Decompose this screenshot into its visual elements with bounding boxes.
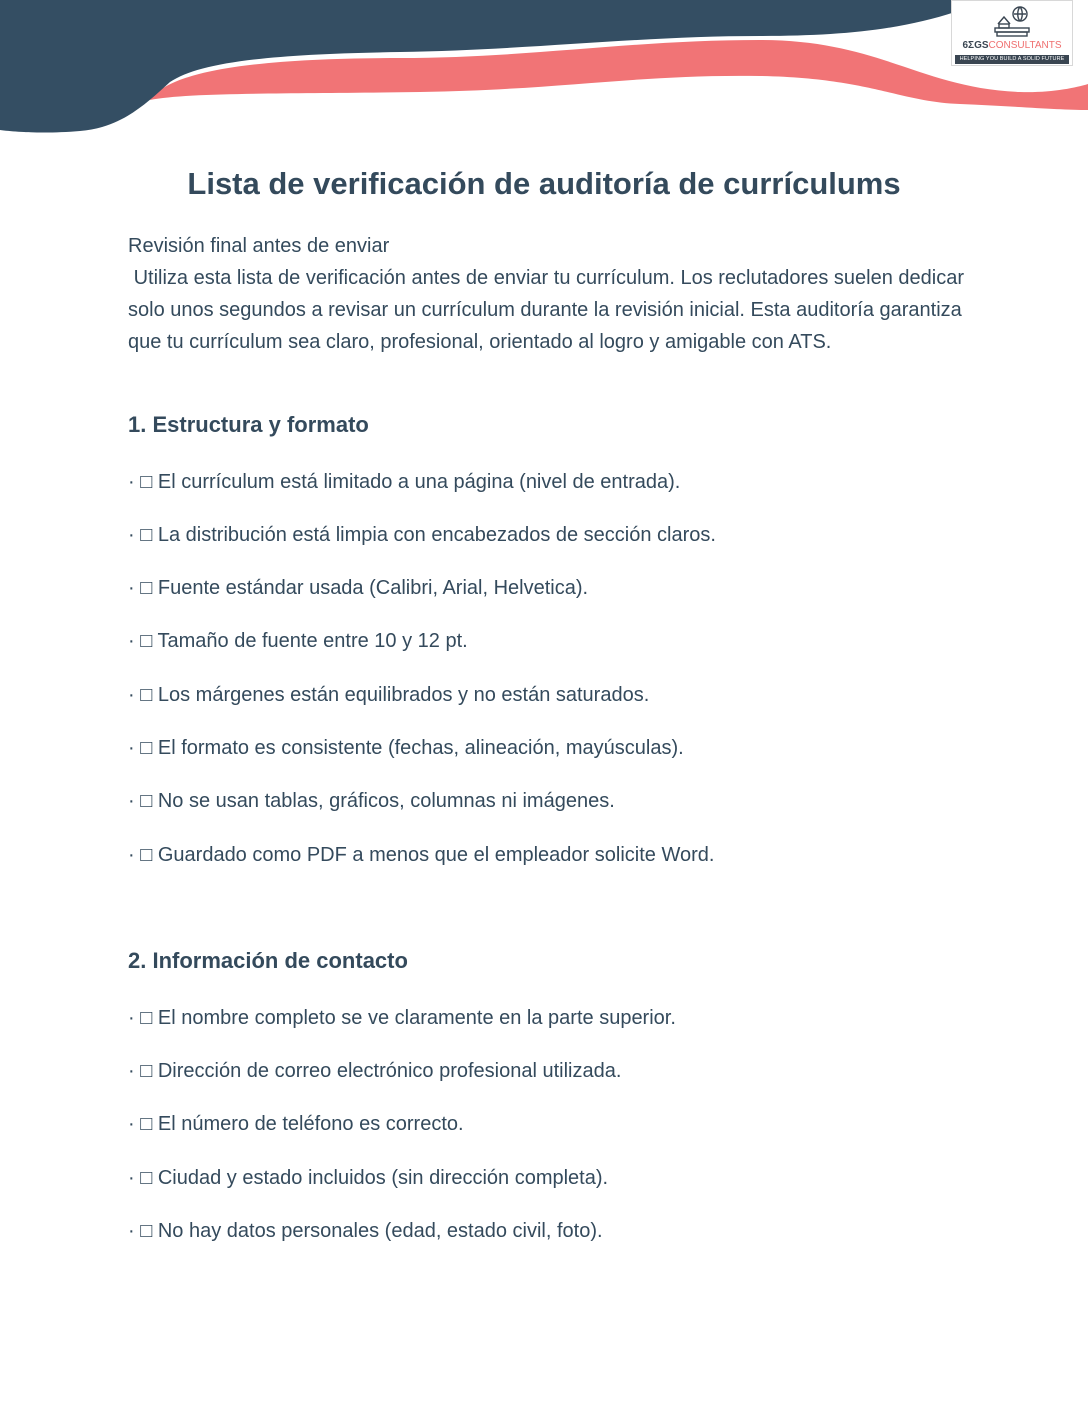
checklist-item: · □ No se usan tablas, gráficos, columnas ni imágenes. [128, 790, 615, 812]
logo-brand-name [952, 40, 1072, 52]
section-heading-contact: 2. Información de contacto [128, 948, 408, 973]
section-heading-structure: 1. Estructura y formato [128, 412, 369, 437]
company-logo [951, 0, 1073, 66]
intro-block [128, 230, 968, 358]
page-title: Lista de verificación de auditoría de currículums [187, 166, 901, 201]
intro-body: Utiliza esta lista de verificación antes de enviar tu currículum. Los reclutadores suelen dedicar solo unos segundos a revisar un currículum durante la revisión inicial. Esta auditoría garantiza que tu currículum sea claro, profesional, orientado al logro y amigable con ATS. [128, 267, 970, 353]
checklist-item: · □ El nombre completo se ve claramente en la parte superior. [128, 1007, 676, 1029]
checklist-item: · □ El formato es consistente (fechas, alineación, mayúsculas). [128, 737, 684, 759]
logo-tagline: HELPING YOU BUILD A SOLID FUTURE [955, 55, 1069, 64]
checklist-item: · □ Ciudad y estado incluidos (sin dirección completa). [128, 1167, 609, 1189]
intro-heading: Revisión final antes de enviar [128, 235, 390, 257]
checklist-item: · □ El currículum está limitado a una página (nivel de entrada). [128, 471, 681, 493]
logo-brand-part-1: 6ΣGS [962, 40, 989, 51]
checklist-item: · □ No hay datos personales (edad, estado civil, foto). [128, 1220, 603, 1242]
checklist-item: · □ Tamaño de fuente entre 10 y 12 pt. [128, 630, 468, 652]
checklist-item: · □ Dirección de correo electrónico profesional utilizada. [128, 1060, 622, 1082]
checklist-item: · □ Los márgenes están equilibrados y no están saturados. [128, 684, 650, 706]
checklist-item: · □ La distribución está limpia con encabezados de sección claros. [128, 524, 716, 546]
checklist-item: · □ Fuente estándar usada (Calibri, Arial, Helvetica). [128, 577, 589, 599]
checklist-item: · □ Guardado como PDF a menos que el empleador solicite Word. [128, 844, 715, 866]
header-wave-decoration [0, 0, 1088, 150]
logo-emblem-icon [990, 4, 1034, 38]
logo-brand-part-2: CONSULTANTS [988, 40, 1062, 51]
checklist-item: · □ El número de teléfono es correcto. [128, 1113, 464, 1135]
